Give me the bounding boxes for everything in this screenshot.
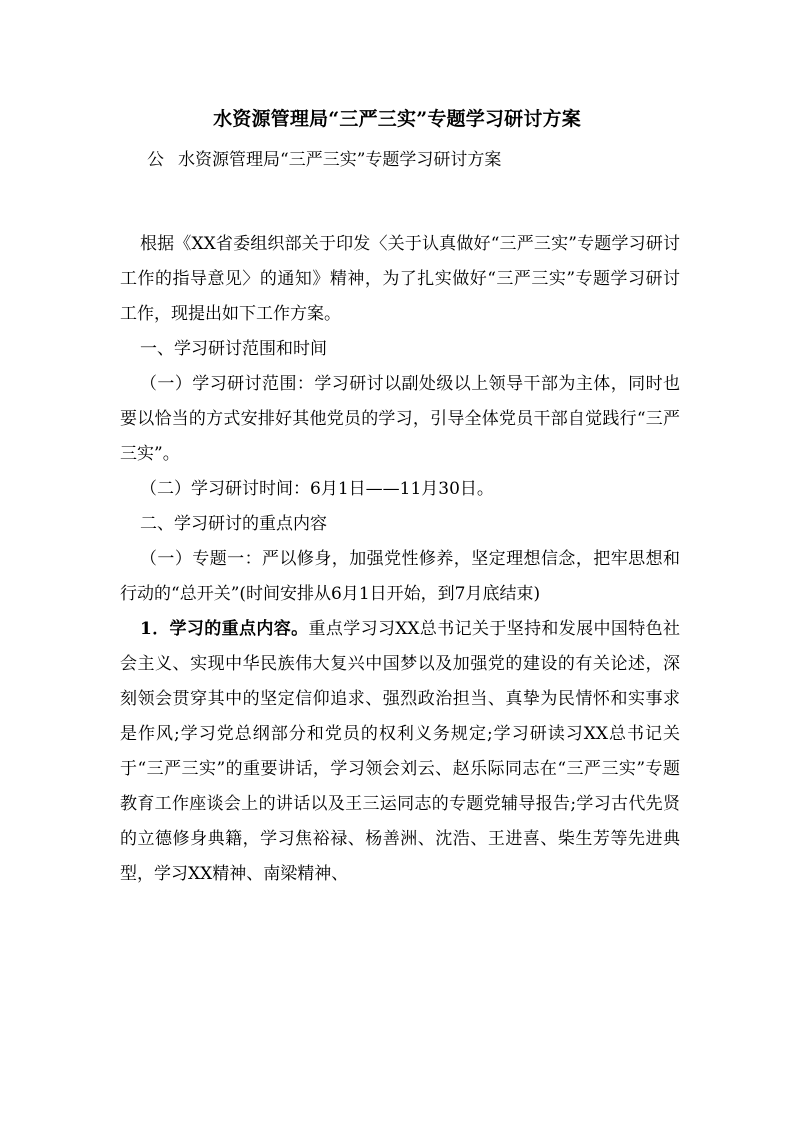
paragraph-intro: 根据《XX省委组织部关于印发〈关于认真做好“三严三实”专题学习研讨工作的指导意见〉的通知》精神，为了扎实做好“三严三实”专题学习研讨工作，现提出如下工作方案。	[120, 234, 680, 324]
subtitle-lead: 公	[147, 150, 164, 170]
paragraph-topic-1: （一）专题一：严以修身，加强党性修养，坚定理想信念，把牢思想和行动的“总开关”(时间安排从6月1日开始，到7月底结束)	[120, 549, 680, 604]
document-subtitle	[147, 147, 501, 173]
point-text: 重点学习习XX总书记关于坚持和发展中国特色社会主义、实现中华民族伟大复兴中国梦以及加强党的建设的有关论述，深刻领会贯穿其中的坚定信仰追求、强烈政治担当、真挚为民情怀和实事求是作风;学习党总纲部分和党员的权利义务规定;学习研读习XX总书记关于“三严三实”的重要讲话，学习领会刘云、赵乐际同志在“三严三实”专题教育工作座谈会上的讲话以及王三运同志的专题党辅导报告;学习古代先贤的立德修身典籍，学习焦裕禄、杨善洲、沈浩、王进喜、柴生芳等先进典型，学习XX精神、南梁精神、	[120, 619, 680, 884]
subtitle-text: 水资源管理局“三严三实”专题学习研讨方案	[178, 150, 502, 170]
point-label: 1．学习的重点内容。	[140, 619, 309, 639]
paragraph-time: （二）学习研讨时间：6月1日——11月30日。	[140, 479, 494, 499]
section-heading-1: 一、学习研讨范围和时间	[140, 339, 327, 359]
document-body	[120, 227, 680, 892]
section-heading-2: 二、学习研讨的重点内容	[140, 514, 327, 534]
paragraph-scope: （一）学习研讨范围：学习研讨以副处级以上领导干部为主体，同时也要以恰当的方式安排好其他党员的学习，引导全体党员干部自觉践行“三严三实”。	[120, 374, 680, 464]
document-title: 水资源管理局“三严三实”专题学习研讨方案	[213, 108, 581, 130]
paragraph-point-1	[120, 612, 680, 892]
